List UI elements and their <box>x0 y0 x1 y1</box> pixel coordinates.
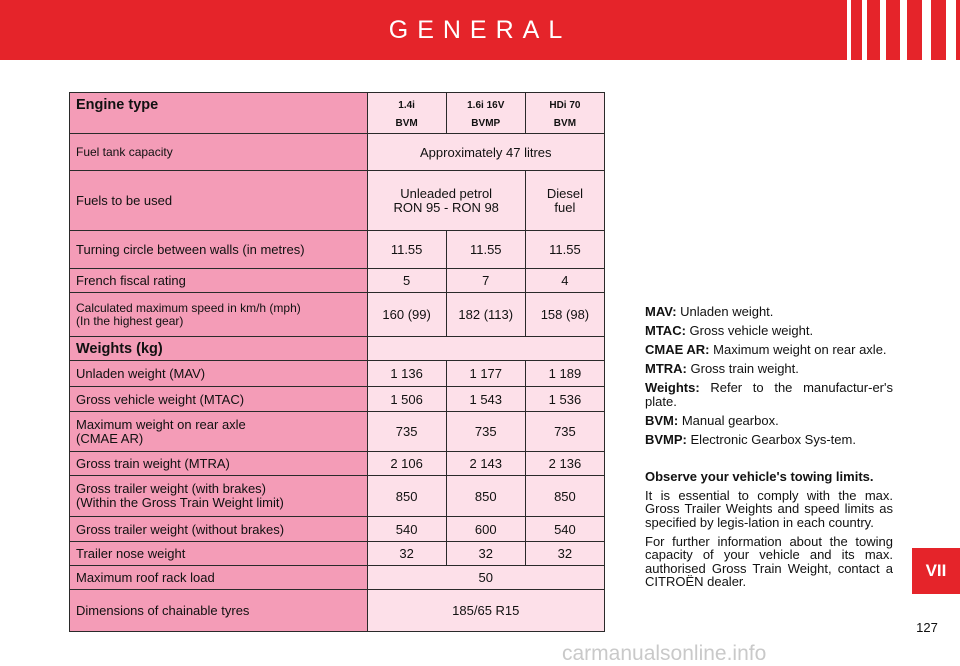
value-cell: 850 <box>446 476 525 517</box>
value-cell: 2 106 <box>367 452 446 476</box>
abbreviation-legend <box>645 305 893 594</box>
fuel-tank-value: Approximately 47 litres <box>367 134 604 171</box>
table-row <box>70 337 605 361</box>
train-weight-label: Gross train weight (MTRA) <box>70 452 368 476</box>
engine-name: 1.4i <box>398 100 415 111</box>
value-cell: 7 <box>446 269 525 293</box>
legend-term: Weights: <box>645 380 700 395</box>
legend-term: BVM: <box>645 412 679 428</box>
value-cell: 11.55 <box>525 231 604 269</box>
value-cell: 735 <box>525 412 604 452</box>
trailer-with-brakes-line: (Within the Gross Train Weight limit) <box>76 495 284 510</box>
trailer-with-brakes-label <box>70 476 368 517</box>
nose-weight-label: Trailer nose weight <box>70 542 368 566</box>
fuel-petrol <box>367 171 525 231</box>
table-row <box>70 293 605 337</box>
legend-term: CMAE AR: <box>645 342 710 357</box>
table-row <box>70 269 605 293</box>
table-row <box>70 412 605 452</box>
max-speed-label-line: Calculated maximum speed in km/h (mph) <box>76 300 301 315</box>
value-cell: 11.55 <box>446 231 525 269</box>
chapter-tab: VII <box>912 548 960 594</box>
value-cell: 1 136 <box>367 361 446 387</box>
value-cell: 11.55 <box>367 231 446 269</box>
table-row <box>70 476 605 517</box>
table-row <box>70 231 605 269</box>
value-cell: 735 <box>446 412 525 452</box>
table-row <box>70 134 605 171</box>
value-cell: 158 (98) <box>525 293 604 337</box>
value-cell: 2 136 <box>525 452 604 476</box>
value-cell: 4 <box>525 269 604 293</box>
value-cell: 735 <box>367 412 446 452</box>
page-number: 127 <box>916 620 938 635</box>
banner-stripe <box>900 0 907 60</box>
table-row <box>70 542 605 566</box>
max-speed-label <box>70 293 368 337</box>
table-row <box>70 517 605 542</box>
gross-weight-label: Gross vehicle weight (MTAC) <box>70 387 368 412</box>
trailer-without-brakes-label: Gross trailer weight (without brakes) <box>70 517 368 542</box>
fuel-diesel-line: Diesel <box>546 185 583 201</box>
chainable-tyres-value: 185/65 R15 <box>367 590 604 632</box>
legend-text: Gross vehicle weight. <box>689 323 814 338</box>
towing-heading-text: Observe your vehicle's towing limits. <box>645 468 874 484</box>
turning-circle-label: Turning circle between walls (in metres) <box>70 231 368 269</box>
legend-text: Gross train weight. <box>690 361 799 376</box>
value-cell: 850 <box>525 476 604 517</box>
engine-name: HDi 70 <box>549 100 581 111</box>
towing-paragraph: For further information about the towing capacity of your vehicle and its max. authorised Gross Train Weight, contact a CITROËN dealer. <box>645 533 893 589</box>
rear-axle-label-line: (CMAE AR) <box>76 430 144 446</box>
table-row <box>70 452 605 476</box>
legend-text: Manual gearbox. <box>681 412 779 428</box>
value-cell: 32 <box>446 542 525 566</box>
chainable-tyres-label: Dimensions of chainable tyres <box>70 590 368 632</box>
rear-axle-label-line: Maximum weight on rear axle <box>76 416 246 432</box>
legend-item-mtac <box>645 324 893 338</box>
table-row <box>70 171 605 231</box>
engine-column-2 <box>446 93 525 134</box>
legend-text: Electronic Gearbox Sys-tem. <box>690 431 856 447</box>
value-cell: 5 <box>367 269 446 293</box>
weights-heading: Weights (kg) <box>70 337 368 361</box>
legend-term: MAV: <box>645 304 677 319</box>
value-cell: 1 536 <box>525 387 604 412</box>
value-cell: 1 506 <box>367 387 446 412</box>
unladen-weight-label: Unladen weight (MAV) <box>70 361 368 387</box>
value-cell: 32 <box>367 542 446 566</box>
table-row <box>70 566 605 590</box>
value-cell: 1 543 <box>446 387 525 412</box>
fuel-tank-label: Fuel tank capacity <box>70 134 368 171</box>
towing-paragraph: It is essential to comply with the max. Gross Trailer Weights and speed limits as specified by legis-lation in each country. <box>645 487 893 530</box>
fuel-diesel <box>525 171 604 231</box>
table-row <box>70 387 605 412</box>
value-cell: 1 177 <box>446 361 525 387</box>
legend-item-bvmp <box>645 433 893 447</box>
watermark: carmanualsonline.info <box>562 642 767 665</box>
weights-heading-blank <box>367 337 604 361</box>
value-cell: 182 (113) <box>446 293 525 337</box>
specifications-table <box>69 92 605 632</box>
banner-stripe <box>880 0 886 60</box>
value-cell: 600 <box>446 517 525 542</box>
table-row <box>70 93 605 134</box>
legend-text: Refer to the manufactur-er's plate. <box>645 380 893 409</box>
value-cell: 160 (99) <box>367 293 446 337</box>
roof-rack-label: Maximum roof rack load <box>70 566 368 590</box>
banner-stripe <box>847 0 851 60</box>
fuel-diesel-line: fuel <box>554 199 576 215</box>
fuel-petrol-line: Unleaded petrol <box>400 185 493 201</box>
rear-axle-label <box>70 412 368 452</box>
value-cell: 1 189 <box>525 361 604 387</box>
value-cell: 2 143 <box>446 452 525 476</box>
banner-stripe <box>922 0 931 60</box>
banner-stripe <box>862 0 867 60</box>
engine-name: 1.6i 16V <box>467 100 505 111</box>
banner-stripe <box>946 0 956 60</box>
legend-term: MTAC: <box>645 323 686 338</box>
value-cell: 540 <box>525 517 604 542</box>
legend-spacer <box>645 452 893 470</box>
fuels-label: Fuels to be used <box>70 171 368 231</box>
legend-item-weights <box>645 381 893 408</box>
fuel-petrol-line: RON 95 - RON 98 <box>393 199 499 215</box>
max-speed-label-line: (In the highest gear) <box>76 313 184 328</box>
engine-gearbox: BVM <box>553 118 577 129</box>
legend-item-mtra <box>645 362 893 376</box>
engine-gearbox: BVM <box>395 118 418 129</box>
page-title: GENERAL <box>388 16 572 44</box>
engine-column-3 <box>525 93 604 134</box>
legend-text: Unladen weight. <box>680 304 774 319</box>
value-cell: 540 <box>367 517 446 542</box>
engine-column-1 <box>367 93 446 134</box>
legend-term: MTRA: <box>645 361 687 376</box>
table-row <box>70 361 605 387</box>
towing-heading <box>645 470 893 484</box>
trailer-with-brakes-line: Gross trailer weight (with brakes) <box>76 481 266 496</box>
legend-item-bvm <box>645 414 893 428</box>
legend-item-cmae <box>645 343 893 357</box>
legend-text: Maximum weight on rear axle. <box>713 342 887 357</box>
value-cell: 850 <box>367 476 446 517</box>
fiscal-rating-label: French fiscal rating <box>70 269 368 293</box>
roof-rack-value: 50 <box>367 566 604 590</box>
engine-type-label: Engine type <box>70 93 368 134</box>
legend-term: BVMP: <box>645 431 687 447</box>
table-row <box>70 590 605 632</box>
engine-gearbox: BVMP <box>471 118 501 129</box>
value-cell: 32 <box>525 542 604 566</box>
legend-item-mav <box>645 305 893 319</box>
